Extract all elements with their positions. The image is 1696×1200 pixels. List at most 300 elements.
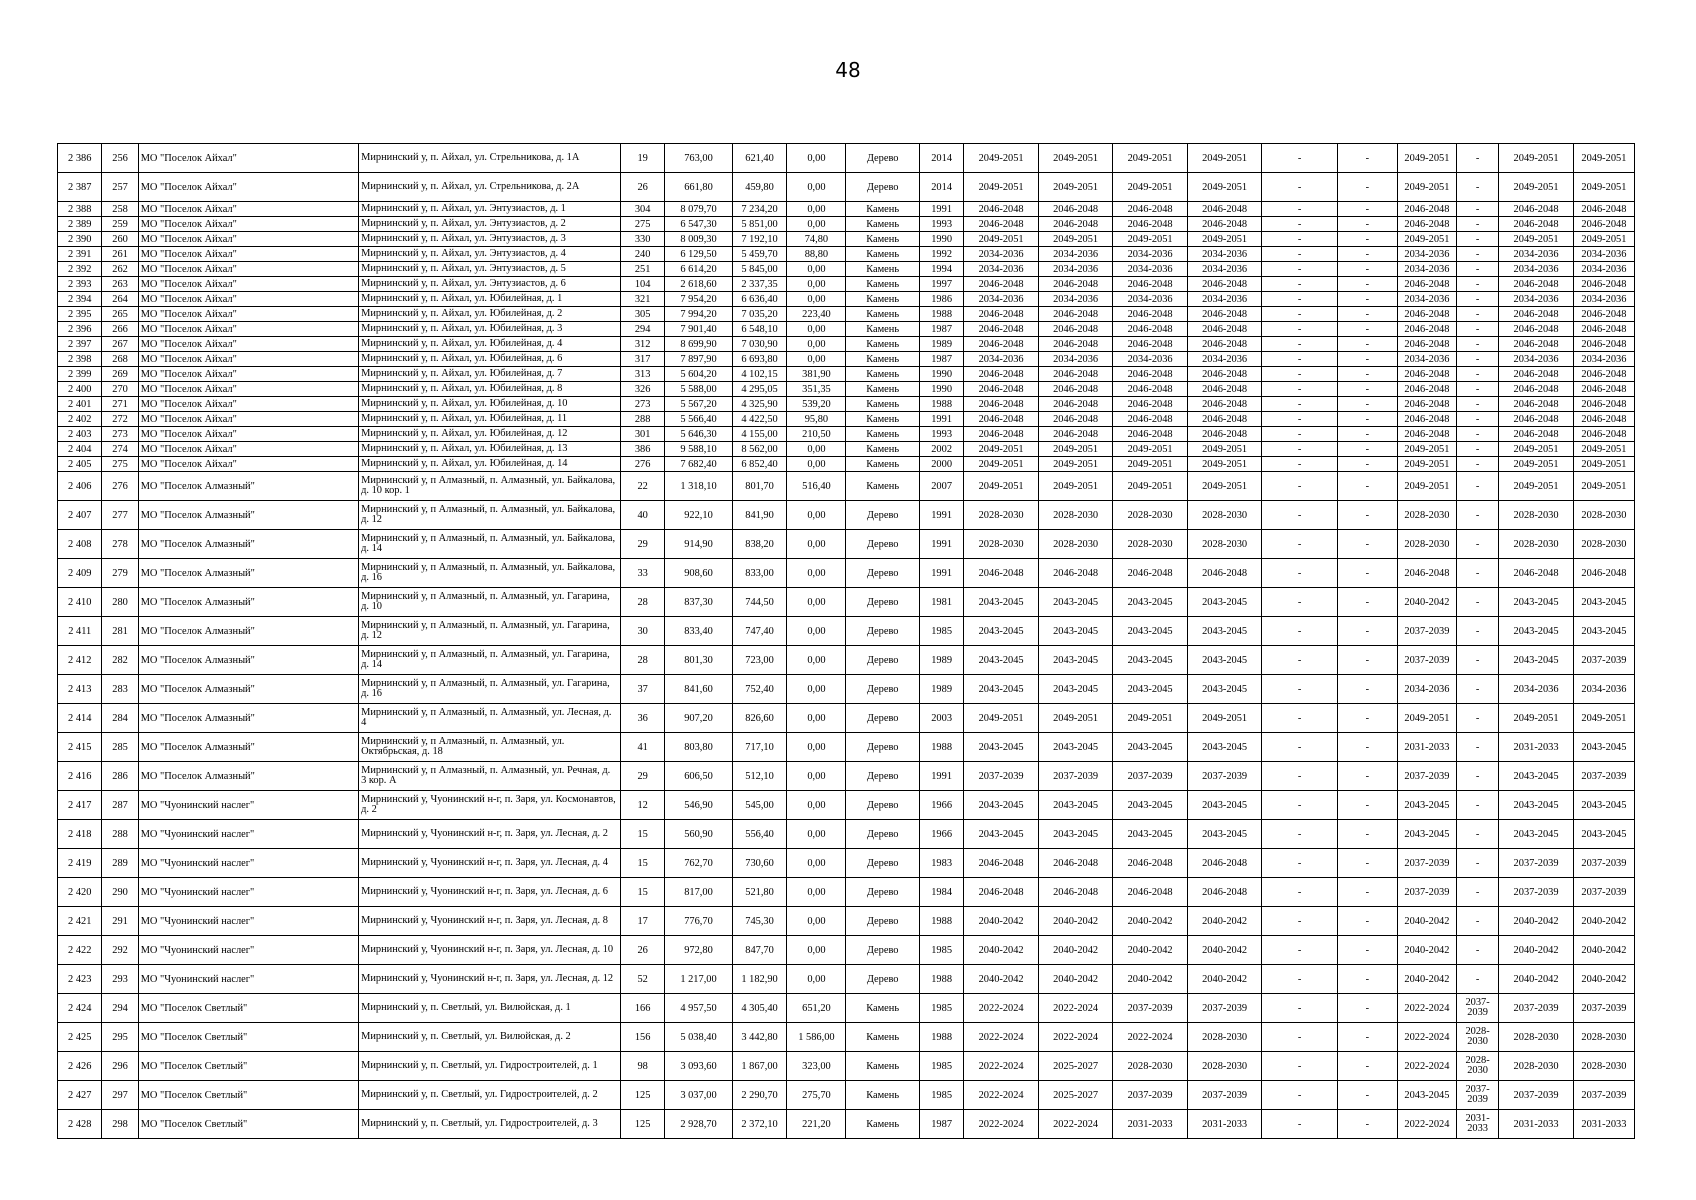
- cell-repair-period-8: -: [1456, 559, 1498, 588]
- cell-total-area: 776,70: [665, 907, 732, 936]
- cell-repair-period-6: -: [1337, 217, 1397, 232]
- cell-repair-period-2: 2022-2024: [1038, 1110, 1113, 1139]
- cell-repair-period-5: -: [1262, 322, 1338, 337]
- cell-repair-period-6: -: [1337, 559, 1397, 588]
- table-row: [58, 367, 1635, 382]
- cell-nonresidential-area: 0,00: [787, 292, 846, 307]
- cell-repair-period-9: 2046-2048: [1499, 202, 1574, 217]
- cell-repair-period-7: 2046-2048: [1397, 382, 1456, 397]
- cell-repair-period-3: 2046-2048: [1113, 382, 1188, 397]
- cell-repair-period-9: 2034-2036: [1499, 262, 1574, 277]
- cell-repair-period-7: 2046-2048: [1397, 217, 1456, 232]
- cell-year-built: 1988: [919, 1023, 963, 1052]
- cell-repair-period-9: 2037-2039: [1499, 994, 1574, 1023]
- cell-total-area: 1 217,00: [665, 965, 732, 994]
- cell-year-built: 1987: [919, 352, 963, 367]
- cell-address: Мирнинский у, п. Айхал, ул. Юбилейная, д. 10: [359, 397, 621, 412]
- cell-repair-period-6: -: [1337, 247, 1397, 262]
- cell-residents-count: 37: [620, 675, 664, 704]
- cell-repair-period-2: 2034-2036: [1038, 292, 1113, 307]
- cell-residents-count: 41: [620, 733, 664, 762]
- table-row: [58, 232, 1635, 247]
- cell-wall-material: Дерево: [846, 588, 919, 617]
- cell-repair-period-3: 2046-2048: [1113, 217, 1188, 232]
- cell-repair-period-6: -: [1337, 427, 1397, 442]
- cell-repair-period-7: 2046-2048: [1397, 397, 1456, 412]
- table-row: [58, 292, 1635, 307]
- cell-repair-period-1: 2046-2048: [964, 367, 1039, 382]
- cell-municipality-name: МО "Поселок Айхал": [138, 277, 358, 292]
- cell-repair-period-9: 2028-2030: [1499, 1052, 1574, 1081]
- cell-repair-period-4: 2043-2045: [1187, 733, 1262, 762]
- cell-wall-material: Камень: [846, 457, 919, 472]
- cell-wall-material: Дерево: [846, 762, 919, 791]
- cell-repair-period-6: -: [1337, 292, 1397, 307]
- cell-repair-period-7: 2046-2048: [1397, 307, 1456, 322]
- cell-year-built: 1987: [919, 322, 963, 337]
- cell-repair-period-1: 2034-2036: [964, 352, 1039, 367]
- table-row: [58, 217, 1635, 232]
- cell-year-built: 1988: [919, 965, 963, 994]
- cell-municipality-name: МО "Чуонинский наслег": [138, 878, 358, 907]
- cell-municipality-row-number: 277: [102, 501, 138, 530]
- cell-residents-count: 386: [620, 442, 664, 457]
- cell-wall-material: Дерево: [846, 173, 919, 202]
- cell-year-built: 1983: [919, 849, 963, 878]
- cell-nonresidential-area: 0,00: [787, 352, 846, 367]
- cell-nonresidential-area: 0,00: [787, 704, 846, 733]
- cell-repair-period-9: 2049-2051: [1499, 173, 1574, 202]
- cell-row-number: 2 412: [58, 646, 102, 675]
- cell-nonresidential-area: 221,20: [787, 1110, 846, 1139]
- cell-row-number: 2 390: [58, 232, 102, 247]
- cell-municipality-name: МО "Поселок Айхал": [138, 442, 358, 457]
- cell-repair-period-5: -: [1262, 704, 1338, 733]
- cell-repair-period-3: 2031-2033: [1113, 1110, 1188, 1139]
- cell-residents-count: 240: [620, 247, 664, 262]
- cell-repair-period-1: 2046-2048: [964, 849, 1039, 878]
- cell-repair-period-2: 2034-2036: [1038, 262, 1113, 277]
- cell-repair-period-7: 2049-2051: [1397, 472, 1456, 501]
- cell-repair-period-3: 2046-2048: [1113, 559, 1188, 588]
- cell-row-number: 2 404: [58, 442, 102, 457]
- cell-municipality-name: МО "Поселок Айхал": [138, 292, 358, 307]
- cell-repair-period-5: -: [1262, 277, 1338, 292]
- cell-nonresidential-area: 0,00: [787, 202, 846, 217]
- cell-municipality-name: МО "Поселок Светлый": [138, 1052, 358, 1081]
- cell-repair-period-3: 2034-2036: [1113, 352, 1188, 367]
- cell-repair-period-5: -: [1262, 501, 1338, 530]
- cell-repair-period-6: -: [1337, 397, 1397, 412]
- cell-living-area: 4 102,15: [732, 367, 787, 382]
- cell-repair-period-6: -: [1337, 262, 1397, 277]
- cell-nonresidential-area: 223,40: [787, 307, 846, 322]
- cell-repair-period-8: -: [1456, 530, 1498, 559]
- cell-repair-period-9: 2028-2030: [1499, 1023, 1574, 1052]
- cell-repair-period-2: 2040-2042: [1038, 907, 1113, 936]
- cell-living-area: 4 295,05: [732, 382, 787, 397]
- cell-municipality-name: МО "Чуонинский наслег": [138, 936, 358, 965]
- cell-repair-period-8: -: [1456, 144, 1498, 173]
- cell-address: Мирнинский у, п Алмазный, п. Алмазный, ул. Гагарина, д. 12: [359, 617, 621, 646]
- cell-repair-period-10: 2034-2036: [1573, 262, 1634, 277]
- table-row: [58, 337, 1635, 352]
- cell-repair-period-2: 2022-2024: [1038, 994, 1113, 1023]
- cell-total-area: 803,80: [665, 733, 732, 762]
- cell-wall-material: Камень: [846, 337, 919, 352]
- cell-repair-period-1: 2046-2048: [964, 322, 1039, 337]
- cell-repair-period-5: -: [1262, 173, 1338, 202]
- cell-living-area: 556,40: [732, 820, 787, 849]
- cell-wall-material: Камень: [846, 1110, 919, 1139]
- cell-year-built: 1988: [919, 307, 963, 322]
- cell-year-built: 2007: [919, 472, 963, 501]
- cell-year-built: 1988: [919, 733, 963, 762]
- cell-residents-count: 330: [620, 232, 664, 247]
- cell-address: Мирнинский у, п. Айхал, ул. Энтузиастов, д. 4: [359, 247, 621, 262]
- cell-repair-period-9: 2046-2048: [1499, 337, 1574, 352]
- cell-repair-period-9: 2043-2045: [1499, 762, 1574, 791]
- cell-repair-period-5: -: [1262, 232, 1338, 247]
- cell-repair-period-8: -: [1456, 733, 1498, 762]
- cell-repair-period-7: 2049-2051: [1397, 232, 1456, 247]
- cell-row-number: 2 407: [58, 501, 102, 530]
- cell-residents-count: 36: [620, 704, 664, 733]
- cell-residents-count: 317: [620, 352, 664, 367]
- cell-wall-material: Дерево: [846, 617, 919, 646]
- cell-residents-count: 104: [620, 277, 664, 292]
- cell-municipality-name: МО "Поселок Айхал": [138, 202, 358, 217]
- cell-repair-period-8: -: [1456, 907, 1498, 936]
- cell-repair-period-4: 2046-2048: [1187, 382, 1262, 397]
- cell-repair-period-8: -: [1456, 307, 1498, 322]
- cell-living-area: 6 693,80: [732, 352, 787, 367]
- cell-repair-period-4: 2031-2033: [1187, 1110, 1262, 1139]
- cell-year-built: 1991: [919, 530, 963, 559]
- cell-repair-period-10: 2049-2051: [1573, 457, 1634, 472]
- cell-year-built: 1966: [919, 820, 963, 849]
- cell-repair-period-4: 2028-2030: [1187, 1052, 1262, 1081]
- cell-repair-period-3: 2043-2045: [1113, 646, 1188, 675]
- cell-repair-period-4: 2046-2048: [1187, 277, 1262, 292]
- cell-repair-period-8: -: [1456, 442, 1498, 457]
- cell-address: Мирнинский у, п Алмазный, п. Алмазный, ул. Лесная, д. 4: [359, 704, 621, 733]
- cell-address: Мирнинский у, п Алмазный, п. Алмазный, ул. Октябрьская, д. 18: [359, 733, 621, 762]
- cell-nonresidential-area: 323,00: [787, 1052, 846, 1081]
- cell-municipality-name: МО "Чуонинский наслег": [138, 965, 358, 994]
- cell-wall-material: Дерево: [846, 530, 919, 559]
- cell-repair-period-6: -: [1337, 588, 1397, 617]
- cell-municipality-row-number: 256: [102, 144, 138, 173]
- cell-row-number: 2 413: [58, 675, 102, 704]
- cell-repair-period-10: 2034-2036: [1573, 292, 1634, 307]
- cell-repair-period-3: 2049-2051: [1113, 457, 1188, 472]
- cell-row-number: 2 422: [58, 936, 102, 965]
- cell-total-area: 606,50: [665, 762, 732, 791]
- table-row: [58, 965, 1635, 994]
- cell-repair-period-3: 2034-2036: [1113, 247, 1188, 262]
- cell-year-built: 2000: [919, 457, 963, 472]
- cell-repair-period-3: 2040-2042: [1113, 936, 1188, 965]
- cell-row-number: 2 391: [58, 247, 102, 262]
- cell-repair-period-6: -: [1337, 472, 1397, 501]
- cell-repair-period-2: 2049-2051: [1038, 472, 1113, 501]
- cell-row-number: 2 416: [58, 762, 102, 791]
- cell-address: Мирнинский у, п. Айхал, ул. Энтузиастов, д. 1: [359, 202, 621, 217]
- cell-repair-period-7: 2022-2024: [1397, 1110, 1456, 1139]
- cell-living-area: 521,80: [732, 878, 787, 907]
- cell-municipality-row-number: 276: [102, 472, 138, 501]
- cell-repair-period-10: 2046-2048: [1573, 397, 1634, 412]
- housing-register-table: [57, 143, 1635, 1139]
- cell-repair-period-10: 2049-2051: [1573, 704, 1634, 733]
- cell-municipality-row-number: 266: [102, 322, 138, 337]
- cell-living-area: 717,10: [732, 733, 787, 762]
- cell-municipality-name: МО "Поселок Алмазный": [138, 530, 358, 559]
- table-row: [58, 646, 1635, 675]
- cell-repair-period-3: 2049-2051: [1113, 472, 1188, 501]
- cell-repair-period-2: 2043-2045: [1038, 646, 1113, 675]
- cell-nonresidential-area: 0,00: [787, 965, 846, 994]
- cell-repair-period-2: 2022-2024: [1038, 1023, 1113, 1052]
- cell-municipality-row-number: 259: [102, 217, 138, 232]
- cell-repair-period-9: 2049-2051: [1499, 144, 1574, 173]
- cell-nonresidential-area: 0,00: [787, 277, 846, 292]
- cell-repair-period-4: 2046-2048: [1187, 878, 1262, 907]
- table-row: [58, 820, 1635, 849]
- cell-row-number: 2 397: [58, 337, 102, 352]
- cell-repair-period-4: 2037-2039: [1187, 762, 1262, 791]
- cell-repair-period-4: 2037-2039: [1187, 1081, 1262, 1110]
- cell-row-number: 2 400: [58, 382, 102, 397]
- cell-residents-count: 125: [620, 1081, 664, 1110]
- cell-repair-period-5: -: [1262, 1052, 1338, 1081]
- cell-wall-material: Дерево: [846, 791, 919, 820]
- cell-row-number: 2 387: [58, 173, 102, 202]
- cell-address: Мирнинский у, п. Айхал, ул. Юбилейная, д. 3: [359, 322, 621, 337]
- cell-repair-period-6: -: [1337, 733, 1397, 762]
- cell-wall-material: Камень: [846, 277, 919, 292]
- cell-repair-period-8: -: [1456, 292, 1498, 307]
- cell-year-built: 1991: [919, 202, 963, 217]
- cell-total-area: 3 037,00: [665, 1081, 732, 1110]
- cell-year-built: 2003: [919, 704, 963, 733]
- cell-wall-material: Камень: [846, 382, 919, 397]
- cell-repair-period-3: 2046-2048: [1113, 367, 1188, 382]
- cell-row-number: 2 398: [58, 352, 102, 367]
- cell-row-number: 2 396: [58, 322, 102, 337]
- cell-wall-material: Камень: [846, 442, 919, 457]
- cell-living-area: 7 035,20: [732, 307, 787, 322]
- cell-repair-period-1: 2040-2042: [964, 965, 1039, 994]
- cell-repair-period-5: -: [1262, 617, 1338, 646]
- cell-residents-count: 26: [620, 173, 664, 202]
- cell-row-number: 2 386: [58, 144, 102, 173]
- cell-wall-material: Дерево: [846, 733, 919, 762]
- cell-nonresidential-area: 0,00: [787, 733, 846, 762]
- cell-row-number: 2 428: [58, 1110, 102, 1139]
- table-row: [58, 1110, 1635, 1139]
- cell-municipality-name: МО "Чуонинский наслег": [138, 849, 358, 878]
- cell-repair-period-2: 2046-2048: [1038, 878, 1113, 907]
- page-number: 48: [835, 58, 861, 82]
- table-row: [58, 144, 1635, 173]
- table-row: [58, 202, 1635, 217]
- cell-total-area: 907,20: [665, 704, 732, 733]
- cell-repair-period-5: -: [1262, 530, 1338, 559]
- cell-repair-period-7: 2043-2045: [1397, 1081, 1456, 1110]
- cell-repair-period-10: 2037-2039: [1573, 994, 1634, 1023]
- cell-repair-period-1: 2043-2045: [964, 617, 1039, 646]
- cell-repair-period-1: 2046-2048: [964, 397, 1039, 412]
- cell-repair-period-7: 2046-2048: [1397, 202, 1456, 217]
- cell-repair-period-5: -: [1262, 733, 1338, 762]
- cell-repair-period-9: 2034-2036: [1499, 247, 1574, 262]
- cell-municipality-name: МО "Чуонинский наслег": [138, 791, 358, 820]
- cell-repair-period-4: 2043-2045: [1187, 646, 1262, 675]
- cell-repair-period-10: 2037-2039: [1573, 646, 1634, 675]
- cell-address: Мирнинский у, п. Айхал, ул. Юбилейная, д. 11: [359, 412, 621, 427]
- cell-repair-period-8: -: [1456, 173, 1498, 202]
- cell-repair-period-2: 2046-2048: [1038, 559, 1113, 588]
- cell-repair-period-8: -: [1456, 247, 1498, 262]
- cell-repair-period-7: 2046-2048: [1397, 367, 1456, 382]
- cell-repair-period-5: -: [1262, 791, 1338, 820]
- cell-residents-count: 15: [620, 878, 664, 907]
- cell-repair-period-6: -: [1337, 646, 1397, 675]
- cell-repair-period-4: 2043-2045: [1187, 617, 1262, 646]
- cell-row-number: 2 389: [58, 217, 102, 232]
- cell-living-area: 826,60: [732, 704, 787, 733]
- cell-repair-period-2: 2043-2045: [1038, 791, 1113, 820]
- cell-municipality-row-number: 272: [102, 412, 138, 427]
- cell-repair-period-6: -: [1337, 965, 1397, 994]
- cell-municipality-row-number: 261: [102, 247, 138, 262]
- cell-repair-period-10: 2046-2048: [1573, 202, 1634, 217]
- cell-repair-period-3: 2049-2051: [1113, 232, 1188, 247]
- cell-municipality-name: МО "Поселок Айхал": [138, 427, 358, 442]
- cell-year-built: 1987: [919, 1110, 963, 1139]
- cell-repair-period-8: -: [1456, 965, 1498, 994]
- cell-nonresidential-area: 74,80: [787, 232, 846, 247]
- cell-year-built: 1991: [919, 559, 963, 588]
- cell-repair-period-4: 2046-2048: [1187, 337, 1262, 352]
- cell-wall-material: Дерево: [846, 936, 919, 965]
- cell-municipality-name: МО "Поселок Айхал": [138, 247, 358, 262]
- cell-repair-period-4: 2049-2051: [1187, 704, 1262, 733]
- cell-nonresidential-area: 516,40: [787, 472, 846, 501]
- cell-repair-period-7: 2040-2042: [1397, 588, 1456, 617]
- cell-repair-period-9: 2049-2051: [1499, 232, 1574, 247]
- cell-row-number: 2 414: [58, 704, 102, 733]
- cell-municipality-name: МО "Поселок Айхал": [138, 382, 358, 397]
- cell-municipality-row-number: 294: [102, 994, 138, 1023]
- cell-repair-period-8: -: [1456, 277, 1498, 292]
- cell-residents-count: 52: [620, 965, 664, 994]
- cell-repair-period-9: 2046-2048: [1499, 217, 1574, 232]
- cell-repair-period-3: 2043-2045: [1113, 791, 1188, 820]
- cell-repair-period-10: 2049-2051: [1573, 442, 1634, 457]
- cell-wall-material: Камень: [846, 1023, 919, 1052]
- cell-repair-period-9: 2046-2048: [1499, 277, 1574, 292]
- cell-year-built: 1991: [919, 412, 963, 427]
- cell-repair-period-10: 2028-2030: [1573, 501, 1634, 530]
- cell-repair-period-2: 2040-2042: [1038, 936, 1113, 965]
- cell-repair-period-9: 2037-2039: [1499, 1081, 1574, 1110]
- cell-repair-period-3: 2046-2048: [1113, 849, 1188, 878]
- cell-year-built: 1993: [919, 427, 963, 442]
- cell-address: Мирнинский у, п Алмазный, п. Алмазный, ул. Байкалова, д. 14: [359, 530, 621, 559]
- cell-repair-period-1: 2043-2045: [964, 733, 1039, 762]
- cell-repair-period-5: -: [1262, 936, 1338, 965]
- cell-repair-period-4: 2046-2048: [1187, 202, 1262, 217]
- cell-residents-count: 26: [620, 936, 664, 965]
- cell-residents-count: 15: [620, 820, 664, 849]
- cell-repair-period-4: 2046-2048: [1187, 849, 1262, 878]
- cell-repair-period-5: -: [1262, 382, 1338, 397]
- cell-repair-period-3: 2046-2048: [1113, 337, 1188, 352]
- cell-repair-period-4: 2040-2042: [1187, 965, 1262, 994]
- cell-residents-count: 288: [620, 412, 664, 427]
- cell-repair-period-10: 2046-2048: [1573, 307, 1634, 322]
- cell-repair-period-5: -: [1262, 247, 1338, 262]
- cell-row-number: 2 424: [58, 994, 102, 1023]
- cell-living-area: 5 459,70: [732, 247, 787, 262]
- cell-repair-period-10: 2046-2048: [1573, 277, 1634, 292]
- cell-repair-period-6: -: [1337, 307, 1397, 322]
- cell-year-built: 1984: [919, 878, 963, 907]
- cell-repair-period-1: 2028-2030: [964, 501, 1039, 530]
- cell-repair-period-3: 2046-2048: [1113, 307, 1188, 322]
- cell-municipality-name: МО "Чуонинский наслег": [138, 820, 358, 849]
- cell-repair-period-4: 2049-2051: [1187, 144, 1262, 173]
- cell-repair-period-7: 2034-2036: [1397, 352, 1456, 367]
- cell-repair-period-6: -: [1337, 936, 1397, 965]
- cell-residents-count: 294: [620, 322, 664, 337]
- cell-repair-period-8: -: [1456, 762, 1498, 791]
- cell-municipality-row-number: 287: [102, 791, 138, 820]
- cell-repair-period-3: 2046-2048: [1113, 412, 1188, 427]
- table-row: [58, 322, 1635, 337]
- cell-repair-period-7: 2040-2042: [1397, 907, 1456, 936]
- cell-address: Мирнинский у, Чуонинский н-г, п. Заря, ул. Лесная, д. 6: [359, 878, 621, 907]
- cell-residents-count: 156: [620, 1023, 664, 1052]
- cell-nonresidential-area: 381,90: [787, 367, 846, 382]
- cell-municipality-row-number: 291: [102, 907, 138, 936]
- cell-total-area: 5 566,40: [665, 412, 732, 427]
- cell-residents-count: 313: [620, 367, 664, 382]
- cell-repair-period-3: 2046-2048: [1113, 397, 1188, 412]
- cell-repair-period-9: 2046-2048: [1499, 397, 1574, 412]
- table-row: [58, 247, 1635, 262]
- cell-repair-period-3: 2043-2045: [1113, 617, 1188, 646]
- cell-municipality-row-number: 274: [102, 442, 138, 457]
- cell-address: Мирнинский у, п. Айхал, ул. Энтузиастов, д. 5: [359, 262, 621, 277]
- cell-total-area: 5 588,00: [665, 382, 732, 397]
- cell-municipality-name: МО "Поселок Айхал": [138, 397, 358, 412]
- cell-residents-count: 326: [620, 382, 664, 397]
- cell-repair-period-6: -: [1337, 352, 1397, 367]
- cell-repair-period-9: 2049-2051: [1499, 442, 1574, 457]
- cell-living-area: 3 442,80: [732, 1023, 787, 1052]
- cell-living-area: 6 548,10: [732, 322, 787, 337]
- cell-residents-count: 166: [620, 994, 664, 1023]
- cell-repair-period-7: 2034-2036: [1397, 292, 1456, 307]
- cell-living-area: 801,70: [732, 472, 787, 501]
- cell-repair-period-5: -: [1262, 457, 1338, 472]
- cell-nonresidential-area: 275,70: [787, 1081, 846, 1110]
- table-row: [58, 1052, 1635, 1081]
